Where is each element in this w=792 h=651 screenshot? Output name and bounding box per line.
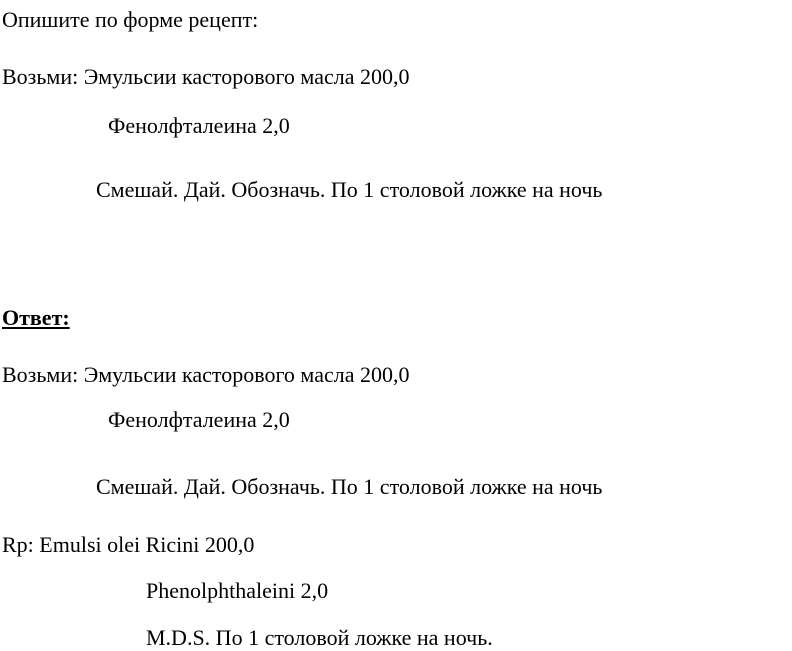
- question-phenol-line: Фенолфталеина 2,0: [108, 113, 290, 138]
- question-take-line: Возьми: Эмульсии касторового масла 200,0: [2, 64, 410, 89]
- question-prompt: Опишите по форме рецепт:: [2, 7, 259, 32]
- latin-phenol-line: Phenolphthaleini 2,0: [146, 578, 329, 603]
- latin-mds-line: M.D.S. По 1 столовой ложке на ночь.: [146, 625, 493, 650]
- answer-phenol-line: Фенолфталеина 2,0: [108, 407, 290, 432]
- answer-instruction-line: Смешай. Дай. Обозначь. По 1 столовой ложке на ночь: [96, 474, 603, 499]
- question-instruction-line: Смешай. Дай. Обозначь. По 1 столовой ложке на ночь: [96, 177, 603, 202]
- latin-rp-line: Rp: Emulsi olei Ricini 200,0: [2, 532, 255, 557]
- answer-take-line: Возьми: Эмульсии касторового масла 200,0: [2, 362, 410, 387]
- answer-heading: Ответ:: [2, 305, 70, 330]
